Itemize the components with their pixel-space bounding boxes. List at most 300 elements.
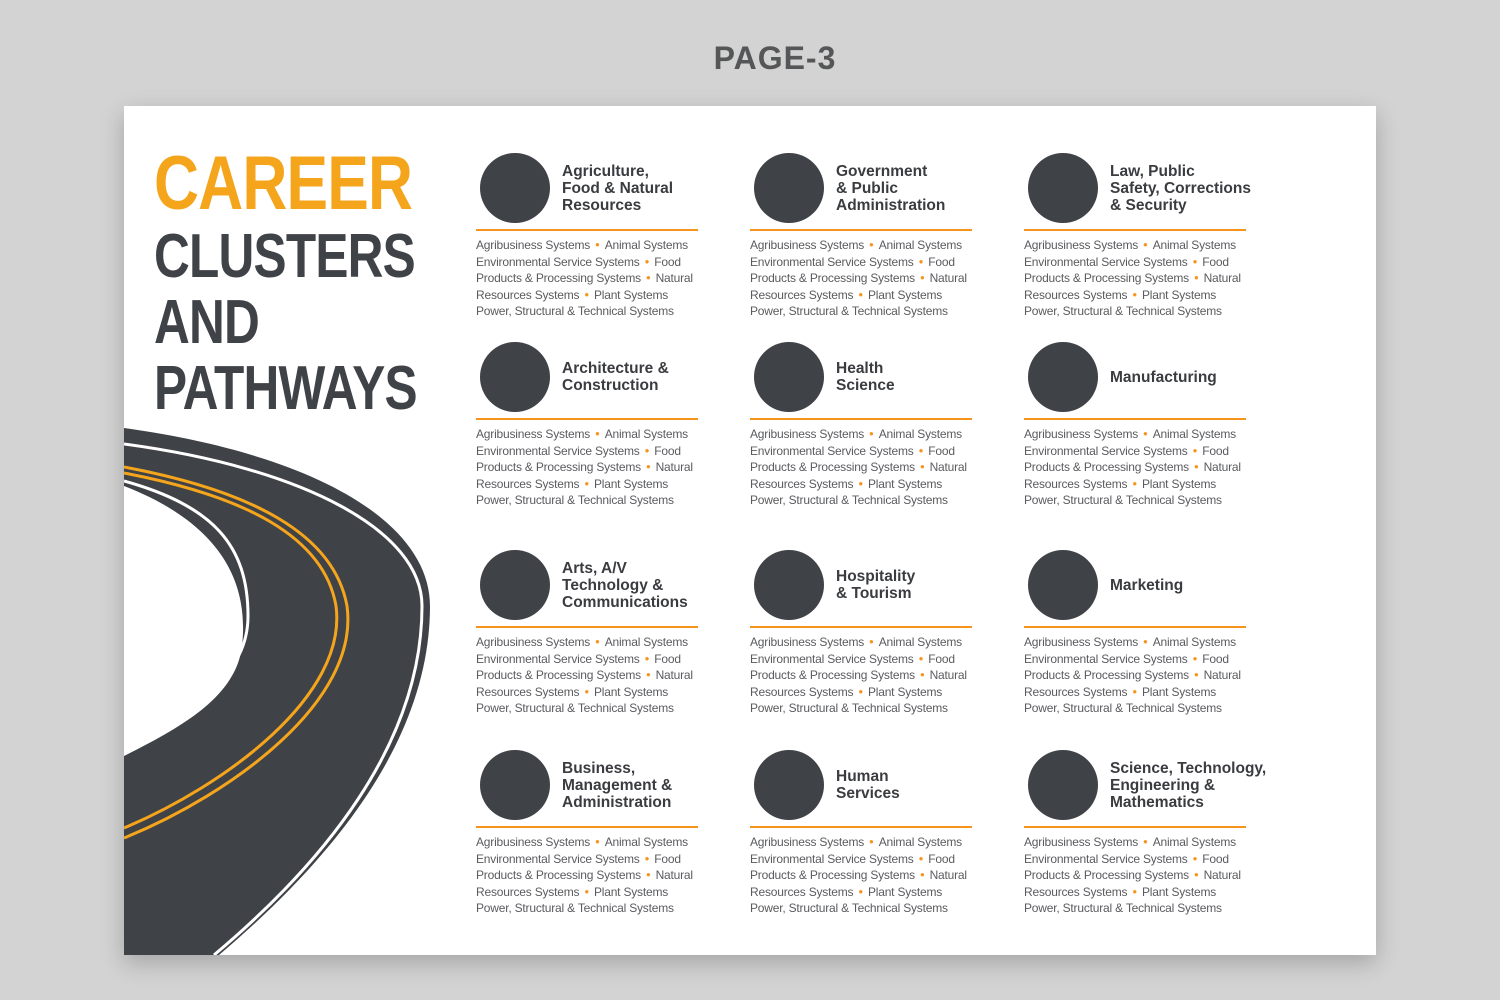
pathway-item: Natural — [929, 868, 967, 883]
pathway-item: Animal Systems — [1152, 835, 1236, 849]
cluster-title-line: Resources — [562, 196, 642, 214]
pathway-line — [476, 426, 708, 443]
pathway-item: Products & Processing Systems — [1024, 868, 1189, 883]
pathway-line — [476, 287, 708, 304]
bullet-dot: ● — [919, 670, 925, 680]
divider — [1024, 626, 1246, 628]
cluster-title — [836, 153, 1008, 223]
pathway-item: Plant Systems — [867, 684, 943, 699]
pathway-item: Products & Processing Systems — [476, 271, 641, 286]
lab-flask-icon — [1028, 750, 1098, 820]
pathway-item: Environmental Service Systems — [476, 254, 640, 269]
title-pathways: PATHWAYS — [154, 354, 417, 423]
pathway-item: Resources Systems — [1024, 884, 1128, 899]
pathway-item: Agribusiness Systems — [750, 427, 865, 441]
presenter-chart-icon — [480, 750, 550, 820]
pathway-line — [750, 851, 982, 868]
cluster-title-line: Science, Technology, — [1110, 759, 1267, 777]
pathway-item: Animal Systems — [878, 238, 962, 252]
title-career: CAREER — [154, 141, 413, 226]
pathway-item: Power, Structural & Technical Systems — [750, 493, 948, 508]
pathway-list — [1024, 634, 1256, 717]
cluster-title-line: Technology & — [562, 576, 664, 594]
pathway-line — [476, 443, 708, 460]
bullet-dot: ● — [1192, 256, 1198, 266]
pathway-line — [1024, 303, 1256, 320]
pathway-line — [1024, 700, 1256, 717]
pathway-item: Resources Systems — [1024, 476, 1128, 491]
bullet-dot: ● — [644, 256, 650, 266]
pathway-line — [476, 254, 708, 271]
pathway-item: Agribusiness Systems — [1024, 238, 1139, 252]
cluster-header — [476, 750, 716, 826]
cluster-title-line: Agriculture, — [562, 162, 649, 180]
pathway-item: Products & Processing Systems — [750, 460, 915, 475]
cluster-header — [1024, 342, 1264, 418]
cluster-title-line: & Security — [1110, 196, 1187, 214]
pathway-line — [1024, 684, 1256, 701]
bullet-dot: ● — [1192, 853, 1198, 863]
pathway-item: Products & Processing Systems — [476, 460, 641, 475]
pathway-item: Food — [654, 443, 681, 458]
pathway-item: Environmental Service Systems — [1024, 851, 1188, 866]
pathway-item: Animal Systems — [878, 835, 962, 849]
bullet-dot: ● — [1192, 653, 1198, 663]
cluster-header — [476, 153, 716, 229]
pathway-line — [476, 867, 708, 884]
cluster-title-line: & Public — [836, 179, 899, 197]
pathway-line — [750, 287, 982, 304]
cluster-title — [1110, 550, 1282, 620]
cluster-title-line: Government — [836, 162, 928, 180]
cluster-government-public-administration — [750, 153, 990, 320]
pathway-item: Plant Systems — [867, 884, 943, 899]
pathway-item: Plant Systems — [1141, 684, 1217, 699]
pathway-item: Plant Systems — [867, 476, 943, 491]
pathway-line — [750, 684, 982, 701]
pathway-item: Agribusiness Systems — [750, 238, 865, 252]
bullet-dot: ● — [858, 289, 863, 299]
bullet-dot: ● — [595, 637, 600, 646]
pathway-item: Plant Systems — [867, 287, 943, 302]
pathway-line — [1024, 851, 1256, 868]
cluster-marketing — [1024, 550, 1264, 717]
pathway-item: Power, Structural & Technical Systems — [1024, 701, 1222, 716]
cluster-title — [562, 750, 734, 820]
bullet-dot: ● — [1132, 886, 1137, 896]
pathway-line — [476, 237, 708, 254]
bullet-dot: ● — [1193, 670, 1199, 680]
title-clusters: CLUSTERS — [154, 222, 415, 291]
bullet-dot: ● — [644, 445, 650, 455]
cluster-human-services — [750, 750, 990, 917]
pathway-item: Plant Systems — [593, 476, 669, 491]
cluster-header — [476, 342, 716, 418]
pathway-item: Agribusiness Systems — [476, 427, 591, 441]
page-label: PAGE-3 — [713, 40, 837, 76]
pathway-line — [476, 651, 708, 668]
pathway-line — [750, 700, 982, 717]
corn-icon — [480, 153, 550, 223]
bullet-dot: ● — [869, 240, 874, 249]
cluster-title-line: Communications — [562, 593, 688, 611]
divider — [476, 626, 698, 628]
bullet-dot: ● — [858, 886, 863, 896]
pathway-line — [750, 667, 982, 684]
pathway-line — [476, 476, 708, 493]
pathway-list — [476, 834, 708, 917]
bullet-dot: ● — [918, 445, 924, 455]
pathway-item: Power, Structural & Technical Systems — [1024, 304, 1222, 319]
pathway-item: Environmental Service Systems — [750, 651, 914, 666]
divider — [750, 418, 972, 420]
bullet-dot: ● — [1193, 870, 1199, 880]
bullet-dot: ● — [918, 853, 924, 863]
pathway-item: Natural — [1203, 271, 1241, 286]
pathway-list — [1024, 834, 1256, 917]
pathway-item: Resources Systems — [750, 884, 854, 899]
pathway-item: Products & Processing Systems — [1024, 271, 1189, 286]
cluster-title-line: Manufacturing — [1110, 368, 1217, 386]
bullet-dot: ● — [858, 478, 863, 488]
pathway-item: Power, Structural & Technical Systems — [750, 304, 948, 319]
pathway-line — [750, 270, 982, 287]
pathway-item: Products & Processing Systems — [476, 668, 641, 683]
pathway-line — [1024, 254, 1256, 271]
pathway-item: Food — [1202, 851, 1229, 866]
pathway-item: Animal Systems — [1152, 238, 1236, 252]
pathway-item: Food — [928, 254, 955, 269]
pathway-item: Products & Processing Systems — [1024, 460, 1189, 475]
cluster-science-technology-engineering-mathematics — [1024, 750, 1267, 917]
cluster-title-line: Arts, A/V — [562, 559, 627, 577]
pathway-line — [750, 651, 982, 668]
pathway-item: Food — [654, 254, 681, 269]
pathway-item: Animal Systems — [604, 635, 688, 649]
pathway-item: Resources Systems — [750, 476, 854, 491]
pathway-line — [750, 834, 982, 851]
pathway-item: Plant Systems — [593, 884, 669, 899]
bullet-dot: ● — [645, 670, 651, 680]
pathway-item: Plant Systems — [1141, 287, 1217, 302]
pathway-line — [750, 900, 982, 917]
pathway-line — [1024, 492, 1256, 509]
cluster-header — [750, 342, 990, 418]
pathway-item: Products & Processing Systems — [1024, 668, 1189, 683]
pathway-line — [476, 667, 708, 684]
cluster-architecture-construction — [476, 342, 716, 509]
pathway-item: Natural — [655, 868, 693, 883]
pathway-item: Food — [654, 851, 681, 866]
bullet-dot: ● — [858, 686, 863, 696]
pathway-line — [476, 634, 708, 651]
cluster-title — [836, 750, 1008, 820]
cluster-title — [836, 342, 1008, 412]
pathway-line — [1024, 459, 1256, 476]
bullet-dot: ● — [645, 462, 651, 472]
pathway-item: Environmental Service Systems — [750, 851, 914, 866]
pathway-line — [750, 867, 982, 884]
pathway-line — [750, 634, 982, 651]
cluster-law-public-safety-corrections-security — [1024, 153, 1264, 320]
pathway-item: Food — [1202, 254, 1229, 269]
pathway-item: Power, Structural & Technical Systems — [476, 901, 674, 916]
cluster-title-line: Safety, Corrections — [1110, 179, 1251, 197]
cluster-title-line: Management & — [562, 776, 673, 794]
divider — [1024, 418, 1246, 420]
bullet-dot: ● — [1143, 637, 1148, 646]
pathway-line — [476, 459, 708, 476]
pathway-line — [750, 426, 982, 443]
cluster-title-line: Construction — [562, 377, 659, 394]
pathway-item: Agribusiness Systems — [476, 635, 591, 649]
pathway-item: Resources Systems — [476, 884, 580, 899]
cluster-title-line: Marketing — [1110, 576, 1184, 594]
cluster-hospitality-tourism — [750, 550, 990, 717]
bullet-dot: ● — [644, 653, 650, 663]
pathway-item: Natural — [1203, 668, 1241, 683]
cluster-agriculture-food-natural-resources — [476, 153, 716, 320]
pathway-item: Food — [1202, 443, 1229, 458]
pathway-item: Resources Systems — [1024, 287, 1128, 302]
pathway-item: Natural — [1203, 460, 1241, 475]
pathway-line — [476, 492, 708, 509]
cluster-title — [562, 153, 734, 223]
pathway-item: Natural — [929, 460, 967, 475]
pathway-item: Plant Systems — [593, 684, 669, 699]
pathway-item: Natural — [655, 668, 693, 683]
pathway-list — [476, 237, 708, 320]
pathway-item: Animal Systems — [878, 635, 962, 649]
bullet-dot: ● — [595, 429, 600, 438]
pathway-item: Natural — [929, 271, 967, 286]
pathway-line — [1024, 884, 1256, 901]
pathway-item: Products & Processing Systems — [750, 668, 915, 683]
pathway-item: Environmental Service Systems — [476, 851, 640, 866]
pathway-item: Power, Structural & Technical Systems — [1024, 901, 1222, 916]
pathway-item: Natural — [655, 460, 693, 475]
bullet-dot: ● — [918, 256, 924, 266]
cluster-title-line: Architecture & — [562, 360, 669, 377]
cluster-arts-a-v-technology-communications — [476, 550, 716, 717]
pathway-item: Agribusiness Systems — [476, 835, 591, 849]
pathway-item: Resources Systems — [750, 684, 854, 699]
pathway-item: Animal Systems — [604, 427, 688, 441]
pathway-item: Environmental Service Systems — [476, 443, 640, 458]
pathway-line — [750, 443, 982, 460]
pathway-line — [476, 684, 708, 701]
pathway-item: Environmental Service Systems — [750, 443, 914, 458]
bullet-dot: ● — [645, 870, 651, 880]
pathway-item: Products & Processing Systems — [476, 868, 641, 883]
pathway-item: Environmental Service Systems — [1024, 254, 1188, 269]
cluster-title-line: Business, — [562, 759, 636, 777]
pathway-list — [750, 634, 982, 717]
capitol-building-icon — [754, 153, 824, 223]
pathway-item: Natural — [929, 668, 967, 683]
bullet-dot: ● — [1193, 462, 1199, 472]
pathway-line — [750, 884, 982, 901]
cluster-health-science — [750, 342, 990, 509]
pathway-item: Animal Systems — [1152, 427, 1236, 441]
people-speech-icon — [754, 750, 824, 820]
pathway-item: Environmental Service Systems — [1024, 443, 1188, 458]
cluster-business-management-administration — [476, 750, 716, 917]
pathway-item: Products & Processing Systems — [750, 271, 915, 286]
computer-monitor-icon — [1028, 550, 1098, 620]
bullet-dot: ● — [869, 837, 874, 846]
pathway-item: Environmental Service Systems — [750, 254, 914, 269]
paint-palette-icon — [480, 550, 550, 620]
cluster-title-line: Food & Natural — [562, 179, 674, 197]
pathway-line — [1024, 443, 1256, 460]
cluster-header — [1024, 153, 1264, 229]
pathway-item: Environmental Service Systems — [1024, 651, 1188, 666]
pathway-line — [1024, 237, 1256, 254]
pathway-line — [1024, 651, 1256, 668]
cluster-title — [1110, 342, 1282, 412]
bullet-dot: ● — [1143, 429, 1148, 438]
pathway-item: Agribusiness Systems — [750, 835, 865, 849]
cluster-title-line: Services — [836, 785, 900, 802]
pathway-item: Natural — [655, 271, 693, 286]
bullet-dot: ● — [644, 853, 650, 863]
pathway-item: Animal Systems — [604, 238, 688, 252]
pathway-line — [476, 851, 708, 868]
divider — [750, 826, 972, 828]
pathway-item: Animal Systems — [1152, 635, 1236, 649]
bullet-dot: ● — [584, 289, 589, 299]
bullet-dot: ● — [1143, 837, 1148, 846]
pathway-list — [750, 426, 982, 509]
house-icon — [480, 342, 550, 412]
bullet-dot: ● — [869, 429, 874, 438]
pathway-line — [750, 303, 982, 320]
divider — [476, 418, 698, 420]
divider — [750, 626, 972, 628]
cluster-header — [1024, 750, 1267, 826]
bullet-dot: ● — [919, 273, 925, 283]
pathway-line — [476, 303, 708, 320]
pathway-line — [1024, 270, 1256, 287]
pathway-item: Agribusiness Systems — [1024, 835, 1139, 849]
pathway-line — [750, 254, 982, 271]
pathway-item: Agribusiness Systems — [1024, 635, 1139, 649]
bullet-dot: ● — [645, 273, 651, 283]
divider — [1024, 229, 1246, 231]
pathway-list — [1024, 426, 1256, 509]
bullet-dot: ● — [1132, 686, 1137, 696]
cluster-title-line: Hospitality — [836, 568, 916, 585]
cluster-title-line: Administration — [562, 793, 672, 811]
pathway-list — [1024, 237, 1256, 320]
cluster-header — [476, 550, 716, 626]
pathway-item: Food — [1202, 651, 1229, 666]
pathway-item: Products & Processing Systems — [750, 868, 915, 883]
pathway-line — [1024, 834, 1256, 851]
pathway-item: Power, Structural & Technical Systems — [1024, 493, 1222, 508]
cluster-title — [562, 550, 734, 620]
pathway-item: Power, Structural & Technical Systems — [750, 901, 948, 916]
bullet-dot: ● — [584, 886, 589, 896]
cluster-title-line: Human — [836, 768, 889, 785]
cluster-title-line: Health — [836, 360, 884, 377]
divider — [750, 229, 972, 231]
cluster-title-line: Science — [836, 377, 895, 394]
pathway-item: Resources Systems — [1024, 684, 1128, 699]
cluster-title-line: & Tourism — [836, 585, 912, 602]
pathway-line — [1024, 867, 1256, 884]
bullet-dot: ● — [919, 462, 925, 472]
pathway-item: Food — [928, 443, 955, 458]
cluster-header — [750, 153, 990, 229]
cluster-title — [836, 550, 1008, 620]
pathway-item: Power, Structural & Technical Systems — [476, 701, 674, 716]
pathway-item: Food — [654, 651, 681, 666]
bullet-dot: ● — [1132, 289, 1137, 299]
cluster-title-line: Engineering & — [1110, 776, 1216, 794]
pathway-item: Resources Systems — [476, 684, 580, 699]
pathway-list — [750, 237, 982, 320]
pathway-item: Food — [928, 851, 955, 866]
pathway-item: Natural — [1203, 868, 1241, 883]
pathway-item: Agribusiness Systems — [750, 635, 865, 649]
pathway-item: Plant Systems — [593, 287, 669, 302]
cluster-title — [1110, 153, 1282, 223]
bullet-dot: ● — [584, 478, 589, 488]
divider — [476, 826, 698, 828]
pathway-item: Plant Systems — [1141, 884, 1217, 899]
pathway-item: Power, Structural & Technical Systems — [476, 493, 674, 508]
pathway-line — [1024, 667, 1256, 684]
pathway-line — [1024, 287, 1256, 304]
suitcase-icon — [754, 550, 824, 620]
bullet-dot: ● — [1193, 273, 1199, 283]
pathway-item: Power, Structural & Technical Systems — [750, 701, 948, 716]
pathway-list — [476, 634, 708, 717]
bullet-dot: ● — [919, 870, 925, 880]
pathway-line — [476, 900, 708, 917]
cluster-title — [562, 342, 734, 412]
pathway-list — [476, 426, 708, 509]
pathway-item: Agribusiness Systems — [1024, 427, 1139, 441]
cluster-header — [750, 550, 990, 626]
cluster-title-line: Law, Public — [1110, 162, 1195, 180]
bullet-dot: ● — [1143, 240, 1148, 249]
pathway-item: Agribusiness Systems — [476, 238, 591, 252]
pathway-item: Power, Structural & Technical Systems — [476, 304, 674, 319]
cluster-title — [1110, 750, 1282, 820]
bullet-dot: ● — [918, 653, 924, 663]
scales-of-justice-icon — [1028, 153, 1098, 223]
cluster-manufacturing — [1024, 342, 1264, 509]
pathway-line — [750, 459, 982, 476]
heartbeat-icon — [754, 342, 824, 412]
pathway-item: Plant Systems — [1141, 476, 1217, 491]
pathway-item: Food — [928, 651, 955, 666]
bullet-dot: ● — [1132, 478, 1137, 488]
pathway-line — [476, 884, 708, 901]
cluster-header — [750, 750, 990, 826]
cluster-title-line: Mathematics — [1110, 793, 1204, 811]
bullet-dot: ● — [595, 837, 600, 846]
bullet-dot: ● — [869, 637, 874, 646]
pathway-line — [476, 834, 708, 851]
pathway-line — [476, 700, 708, 717]
bullet-dot: ● — [584, 686, 589, 696]
pathway-line — [1024, 900, 1256, 917]
pathway-line — [750, 237, 982, 254]
